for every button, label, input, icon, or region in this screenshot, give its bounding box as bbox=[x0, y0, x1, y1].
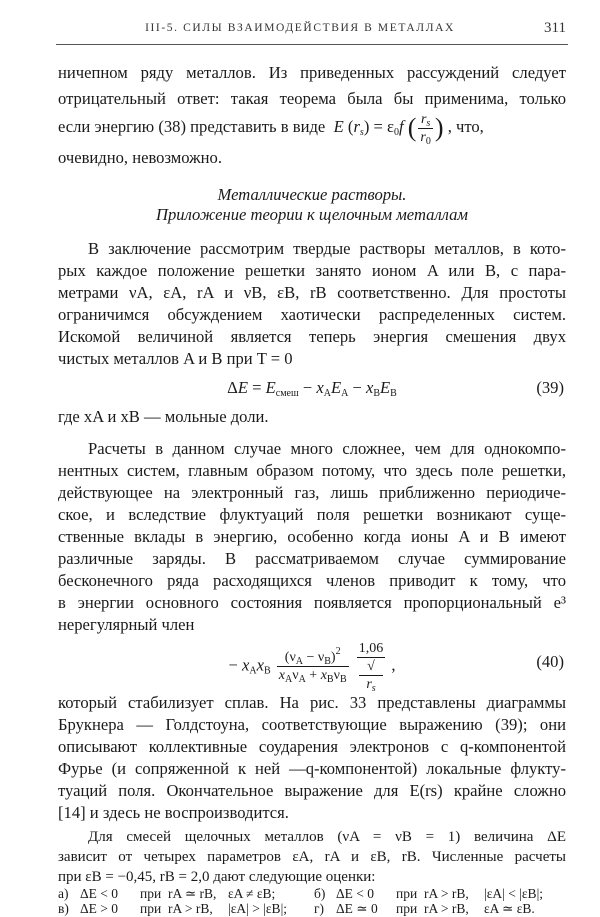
case-a-r: rA ≃ rB, bbox=[168, 886, 217, 901]
equation-39 bbox=[58, 374, 566, 402]
equation-39-body: $\Delta E = E_{смеш} - x_AE_A - x_BE_B$ bbox=[227, 378, 397, 399]
para2-line4: ограничимся обсуждением хаотически распределенных систем. bbox=[58, 305, 566, 324]
para1-line3-text: если энергию (38) представить в виде bbox=[58, 117, 326, 136]
section-title-line1: Металлические растворы. bbox=[217, 185, 407, 204]
para5-line2: зависит от четырех параметров εA, rA и εB, rB. Численные расчеты bbox=[58, 849, 566, 865]
case-c-condition: ΔE > 0 bbox=[80, 901, 119, 916]
case-a-e: εA ≠ εB; bbox=[228, 886, 276, 901]
para4-line4: Фурье (и сопряженной к ней —q-компонентой) локальные флукту- bbox=[58, 759, 566, 778]
para3-line2: нентных систем, главным образом потому, что здесь поле решетки, bbox=[58, 461, 566, 480]
equation-40-body: − $x_Ax_B$ $\frac{(\nu_A - \nu_B)^2}{x_A\nu_A + x_B\nu_B}$ 1,06 √ $r_s$ , bbox=[228, 641, 396, 694]
para4-line3: описывают коллективные соударения электронов с q-компонентой bbox=[58, 737, 566, 756]
para2-line1: В заключение рассмотрим твердые растворы металлов, в кото- bbox=[88, 239, 566, 258]
case-c-r: rA > rB, bbox=[168, 901, 213, 916]
case-a-pri: при bbox=[140, 886, 162, 901]
para1-line1: ничепном ряду металлов. Из приведенных рассуждений следует bbox=[58, 63, 566, 82]
para3-line6: различные заряды. В рассматриваемом случае суммирование bbox=[58, 549, 566, 568]
para3-line7: бесконечного ряда расходящихся членов приводит к тому, что bbox=[58, 571, 566, 590]
para1-line3-end: , что, bbox=[447, 117, 484, 136]
para4-line2: Брукнера — Голдстоуна, соответствующие выражению (39); они bbox=[58, 715, 566, 734]
para3-line4: ское, и вследствие флуктуаций поля решетки возникают суще- bbox=[58, 505, 566, 524]
para3-line3: действующее на электронный газ, лишь приближенно периодиче- bbox=[58, 483, 566, 502]
case-a-label: а) bbox=[58, 886, 69, 901]
para3-line8: в энергии основного состояния появляется пропорциональный e³ bbox=[58, 593, 566, 612]
running-header bbox=[0, 14, 600, 38]
case-d-label: г) bbox=[314, 901, 325, 916]
case-d-pri: при bbox=[396, 901, 418, 916]
para2-line6: чистых металлов A и B при T = 0 bbox=[58, 349, 293, 368]
running-title: III-5. СИЛЫ ВЗАИМОДЕЙСТВИЯ В МЕТАЛЛАХ bbox=[145, 22, 455, 34]
header-rule bbox=[56, 44, 568, 45]
after-eq39-text: где xA и xB — мольные доли. bbox=[58, 407, 269, 426]
case-b-r: rA > rB, bbox=[424, 886, 469, 901]
case-c-label: в) bbox=[58, 901, 69, 916]
para5-line3: при εB = −0,45, rB = 2,0 дают следующие оценки: bbox=[58, 869, 376, 885]
para2-line2: рых каждое положение решетки занято ионом A или B, с пара- bbox=[58, 261, 566, 280]
case-c-e: |εA| > |εB|; bbox=[228, 901, 288, 916]
case-row-2 bbox=[58, 901, 558, 916]
para2-line3: метрами νA, εA, rA и νB, εB, rB соответственно. Для простоты bbox=[58, 283, 566, 302]
case-b-e: |εA| < |εB|; bbox=[484, 886, 544, 901]
case-d-e: εA ≃ εB. bbox=[484, 901, 535, 916]
equation-40-number: (40) bbox=[536, 652, 564, 671]
para3-line5: ственные вклады в энергию, особенно когда ионы A и B имеют bbox=[58, 527, 566, 546]
formula-E-rs: E $(r_s) = \varepsilon_0f$ ( $\frac{r_s}{r_0}$ ) bbox=[333, 111, 444, 147]
para1-line4: очевидно, невозможно. bbox=[58, 148, 222, 167]
para5-line1: Для смесей щелочных металлов (νA = νB = 1) величина ΔE bbox=[88, 829, 566, 845]
case-d-condition: ΔE ≃ 0 bbox=[336, 901, 378, 916]
case-c-pri: при bbox=[140, 901, 162, 916]
section-title-line2: Приложение теории к щелочным металлам bbox=[156, 205, 468, 224]
para4-line6: [14] и здесь не воспроизводится. bbox=[58, 803, 289, 822]
para4-line1: который стабилизует сплав. На рис. 33 представлены диаграммы bbox=[58, 693, 566, 712]
page-number: 311 bbox=[544, 20, 566, 36]
equation-39-number: (39) bbox=[536, 378, 564, 397]
para2-line5: Искомой величиной является теперь энергия смешения двух bbox=[58, 327, 566, 346]
para3-line9: нерегулярный член bbox=[58, 615, 195, 634]
para4-line5: туаций поля. Окончательное выражение для E(rs) крайне сложно bbox=[58, 781, 566, 800]
case-row-1 bbox=[58, 886, 558, 901]
para1-line3 bbox=[58, 105, 566, 149]
case-b-condition: ΔE < 0 bbox=[336, 886, 375, 901]
case-a-condition: ΔE < 0 bbox=[80, 886, 119, 901]
para1-line2: отрицательный ответ: такая теорема была бы применима, только bbox=[58, 89, 566, 108]
case-d-r: rA > rB, bbox=[424, 901, 469, 916]
para3-line1: Расчеты в данном случае много сложнее, чем для однокомпо- bbox=[88, 439, 566, 458]
case-b-label: б) bbox=[314, 886, 326, 901]
case-b-pri: при bbox=[396, 886, 418, 901]
equation-40 bbox=[58, 640, 566, 694]
equation-40-coefficient: 1,06 bbox=[358, 641, 384, 656]
